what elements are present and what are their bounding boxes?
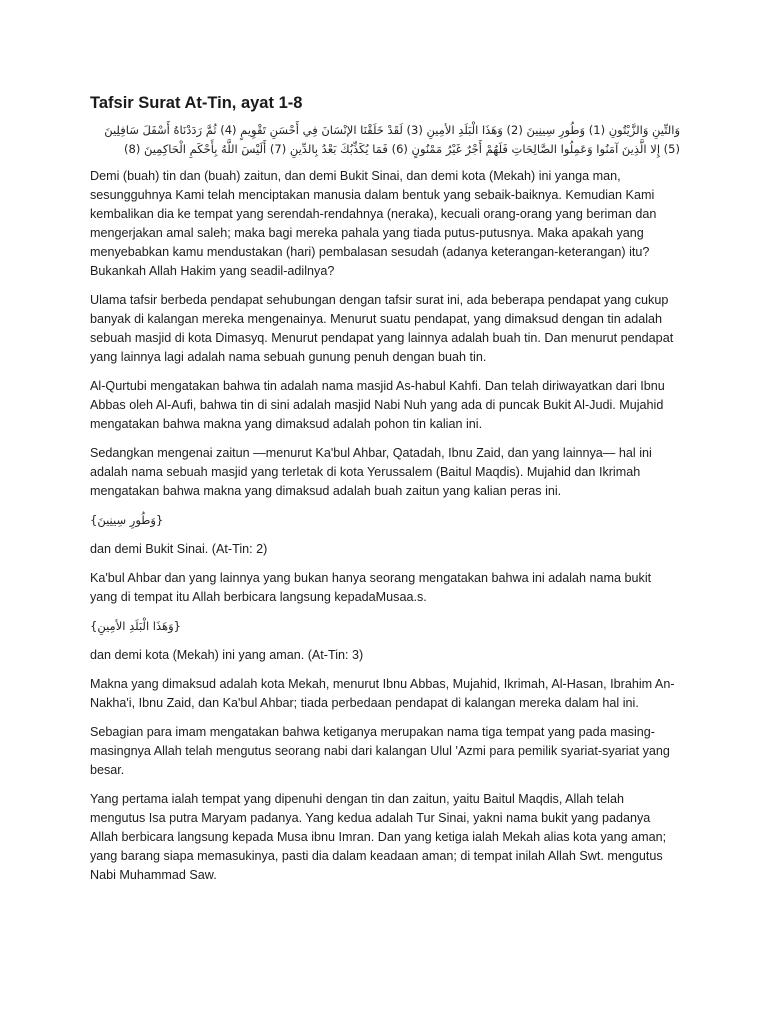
arabic-verses-block: وَالتِّينِ وَالزَّيْتُونِ (1) وَطُورِ سِينِينَ (2) وَهَذَا الْبَلَدِ الأمِينِ (3) لَقَدْ خَلَقْنَا الإنْسَانَ فِي أَحْسَنِ تَقْوِيمٍ (4) ثُمَّ رَدَدْنَاهُ أَسْفَلَ سَافِلِينَ (5) إِلا الَّذِينَ آمَنُوا وَعَمِلُوا الصَّالِحَاتِ فَلَهُمْ أَجْرٌ غَيْرُ مَمْنُونٍ (6) فَمَا يُكَذِّبُكَ بَعْدُ بِالدِّينِ (7) أَلَيْسَ اللَّهُ بِأَحْكَمِ الْحَاكِمِينَ (8) — [104, 123, 680, 156]
verse-3-open-brace: { — [90, 619, 98, 633]
verse-2-text: وَطُورِ سِينِينَ — [97, 513, 156, 527]
arabic-verse-2 — [90, 511, 680, 530]
paragraph-kabul-ahbar: Ka'bul Ahbar dan yang lainnya yang bukan hanya seorang mengatakan bahwa ini adalah nama bukit yang di tempat itu Allah berbicara langsung kepadaMusaa.s. — [90, 571, 652, 604]
page-title: Tafsir Surat At-Tin, ayat 1-8 — [90, 94, 303, 112]
paragraph-verse-2-translation: dan demi Bukit Sinai. (At-Tin: 2) — [90, 542, 268, 556]
paragraph-zaitun: Sedangkan mengenai zaitun —menurut Ka'bul Ahbar, Qatadah, Ibnu Zaid, dan yang lainnya— hal ini adalah nama sebuah masjid yang terletak di kota Yerussalem (Baitul Maqdis). Mujahid dan Ikrimah mengatakan bahwa makna yang dimaksud adalah buah zaitun yang kalian peras ini. — [90, 446, 652, 498]
paragraph-verse-3-translation: dan demi kota (Mekah) ini yang aman. (At-Tin: 3) — [90, 648, 364, 662]
paragraph-mekah-meaning: Makna yang dimaksud adalah kota Mekah, menurut Ibnu Abbas, Mujahid, Ikrimah, Al-Hasan, Ibrahim An-Nakha'i, Ibnu Zaid, dan Ka'bul Ahbar; tiada perbedaan pendapat di kalangan mereka dalam hal ini. — [90, 677, 675, 710]
verse-3-text: وَهَذَا الْبَلَدِ الأمِينِ — [97, 619, 174, 633]
paragraph-three-places: Sebagian para imam mengatakan bahwa ketiganya merupakan nama tiga tempat yang pada masing-masingnya Allah telah mengutus seorang nabi dari kalangan Ulul 'Azmi para pemilik syariat-syariat yang besar. — [90, 725, 670, 777]
paragraph-translation: Demi (buah) tin dan (buah) zaitun, dan demi Bukit Sinai, dan demi kota (Mekah) ini yanga man, sesungguhnya Kami telah menciptakan manusia dalam bentuk yang sebaik-baiknya. Kemudian Kami kembalikan dia ke tempat yang serendah-rendahnya (neraka), kecuali orang-orang yang beriman dan mengerjakan amal saleh; maka bagi mereka pahala yang tiada putus-putusnya. Maka apakah yang menyebabkan kamu mendustakan (hari) pembalasan sesudah (adanya keterangan-keterangan) itu? Bukankah Allah Hakim yang seadil-adilnya? — [90, 169, 657, 278]
verse-3-close-brace: } — [173, 619, 181, 633]
verse-2-close-brace: } — [156, 513, 164, 527]
document-page — [90, 94, 680, 895]
paragraph-tin-opinions: Ulama tafsir berbeda pendapat sehubungan dengan tafsir surat ini, ada beberapa pendapat yang cukup banyak di kalangan mereka mengenainya. Menurut suatu pendapat, yang dimaksud dengan tin adalah sebuah masjid di kota Dimasyq. Menurut pendapat yang lainnya adalah buah tin. Dan menurut pendapat yang lainnya lagi adalah nama sebuah gunung penuh dengan buah tin. — [90, 293, 674, 364]
arabic-verse-3 — [90, 617, 680, 636]
verse-2-open-brace: { — [90, 513, 98, 527]
paragraph-qurtubi: Al-Qurtubi mengatakan bahwa tin adalah nama masjid As-habul Kahfi. Dan telah diriwayatkan dari Ibnu Abbas oleh Al-Aufi, bahwa tin di sini adalah masjid Nabi Nuh yang ada di puncak Bukit Al-Judi. Mujahid mengatakan bahwa makna yang dimaksud adalah pohon tin kalian ini. — [90, 379, 665, 431]
paragraph-three-prophets: Yang pertama ialah tempat yang dipenuhi dengan tin dan zaitun, yaitu Baitul Maqdis, Allah telah mengutus Isa putra Maryam padanya. Yang kedua adalah Tur Sinai, yakni nama bukit yang padanya Allah berbicara langsung kepada Musa ibnu Imran. Dan yang ketiga ialah Mekah alias kota yang aman; yang barang siapa memasukinya, pasti dia dalam keadaan aman; di tempat inilah Allah Swt. mengutus Nabi Muhammad Saw. — [90, 792, 667, 882]
